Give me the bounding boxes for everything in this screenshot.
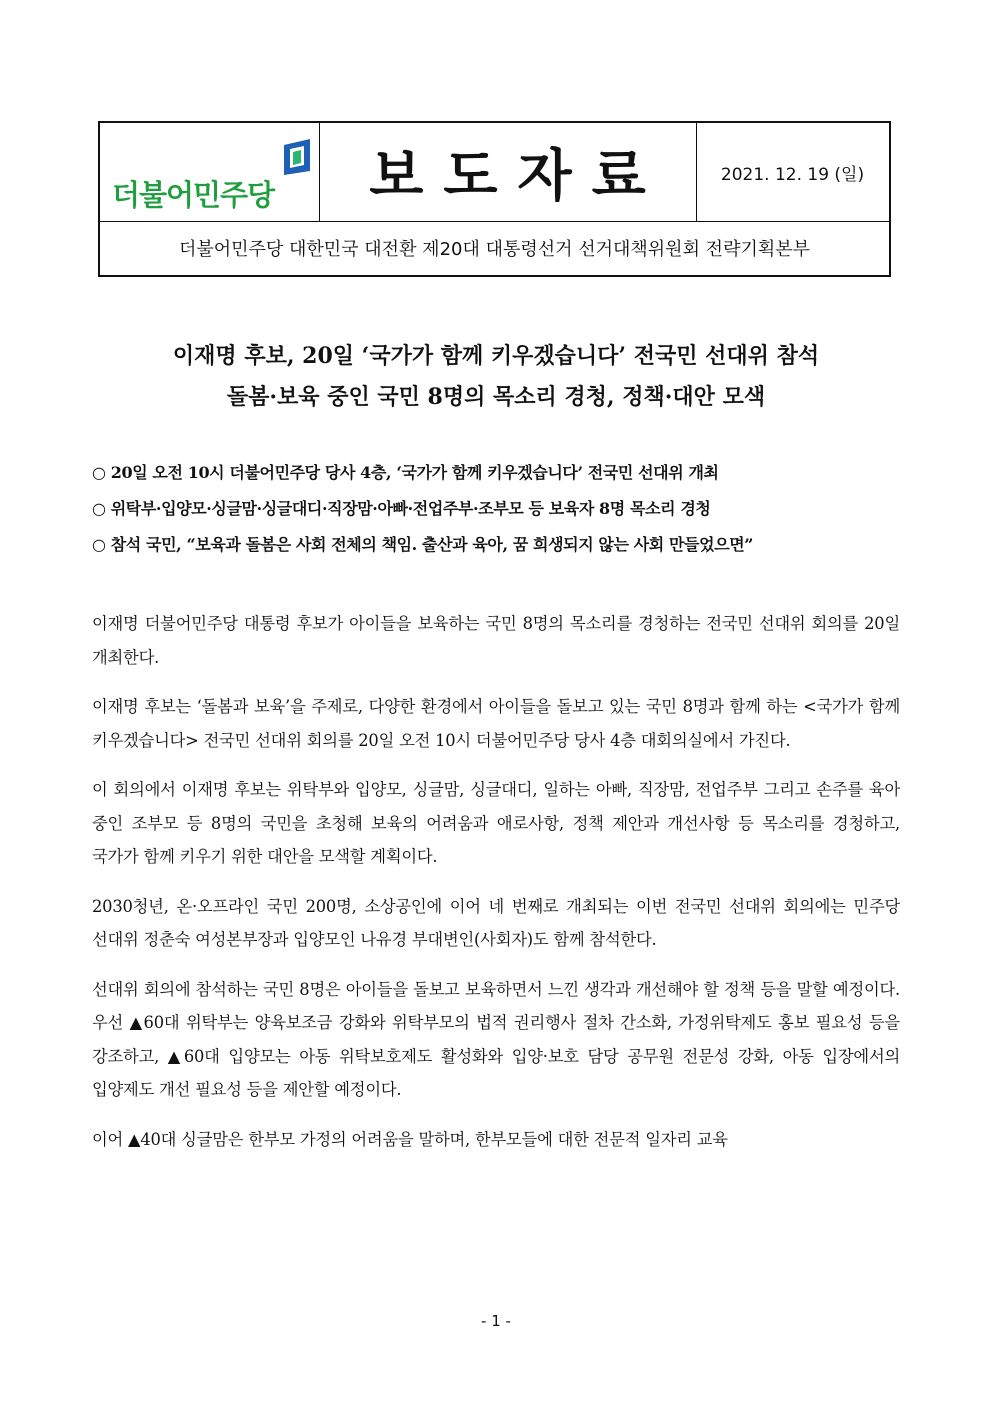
party-logo <box>108 133 313 213</box>
organization-name: 더불어민주당 대한민국 대전환 제20대 대통령선거 선거대책위원회 전략기획본부 <box>178 239 811 260</box>
press-release-title: 보도자료 <box>369 144 666 209</box>
summary-item: ○ 위탁부·입양모·싱글맘·싱글대디·직장맘·아빠·전업주부·조부모 등 보육자 8명 목소리 경청 <box>92 499 711 518</box>
party-logo-text: 더불어민주당 <box>112 178 275 212</box>
party-logo-icon <box>282 137 312 175</box>
logo-cell <box>100 123 320 221</box>
title-cell <box>319 123 697 221</box>
press-header <box>98 121 891 277</box>
article-body <box>92 607 900 1172</box>
summary-item: ○ 참석 국민, “보육과 돌봄은 사회 전체의 책임. 출산과 육아, 꿈 희생되지 않는 사회 만들었으면” <box>92 535 754 554</box>
date-cell <box>696 123 889 221</box>
headline-line-2: 돌봄·보육 중인 국민 8명의 목소리 경청, 정책·대안 모색 <box>226 384 766 410</box>
body-paragraph: 선대위 회의에 참석하는 국민 8명은 아이들을 돌보고 보육하면서 느낀 생각과 개선해야 할 정책 등을 말할 예정이다. 우선 ▲60대 위탁부는 양육보조금 강화와 위탁부모의 법적 권리행사 절차 간소화, 가정위탁제도 홍보 필요성 등을 강조하고, ▲60대 입양모는 아동 위탁보호제도 활성화와 입양·보호 담당 공무원 전문성 강화, 아동 입장에서의 입양제도 개선 필요성 등을 제안할 예정이다. <box>92 979 900 1099</box>
header-top-row <box>100 123 889 222</box>
summary-list <box>92 455 907 563</box>
body-paragraph: 이재명 후보는 ‘돌봄과 보육’을 주제로, 다양한 환경에서 아이들을 돌보고 있는 국민 8명과 함께 하는 <국가가 함께 키우겠습니다> 전국민 선대위 회의를 20일 오전 10시 더불어민주당 당사 4층 대회의실에서 가진다. <box>92 697 900 750</box>
body-paragraph: 2030청년, 온·오프라인 국민 200명, 소상공인에 이어 네 번째로 개최되는 이번 전국민 선대위 회의에는 민주당 선대위 정춘숙 여성본부장과 입양모인 나유경 부대변인(사회자)도 함께 참석한다. <box>92 896 900 949</box>
body-paragraph: 이재명 더불어민주당 대통령 후보가 아이들을 보육하는 국민 8명의 목소리를 경청하는 전국민 선대위 회의를 20일 개최한다. <box>92 614 900 667</box>
summary-item: ○ 20일 오전 10시 더불어민주당 당사 4층, ‘국가가 함께 키우겠습니다’ 전국민 선대위 개최 <box>92 463 719 482</box>
body-paragraph: 이어 ▲40대 싱글맘은 한부모 가정의 어려움을 말하며, 한부모들에 대한 전문적 일자리 교육 <box>92 1129 728 1149</box>
page-number: - 1 - <box>481 1312 511 1330</box>
organization-row <box>100 221 889 275</box>
headline-line-1: 이재명 후보, 20일 ‘국가가 함께 키우겠습니다’ 전국민 선대위 참석 <box>172 343 820 369</box>
release-date: 2021. 12. 19 (일) <box>720 164 865 185</box>
body-paragraph: 이 회의에서 이재명 후보는 위탁부와 입양모, 싱글맘, 싱글대디, 일하는 아빠, 직장맘, 전업주부 그리고 손주를 육아 중인 조부모 등 8명의 국민을 초청해 보육의 어려움과 애로사항, 정책 제안과 개선사항 등 목소리를 경청하고, 국가가 함께 키우기 위한 대안을 모색할 계획이다. <box>92 780 900 866</box>
